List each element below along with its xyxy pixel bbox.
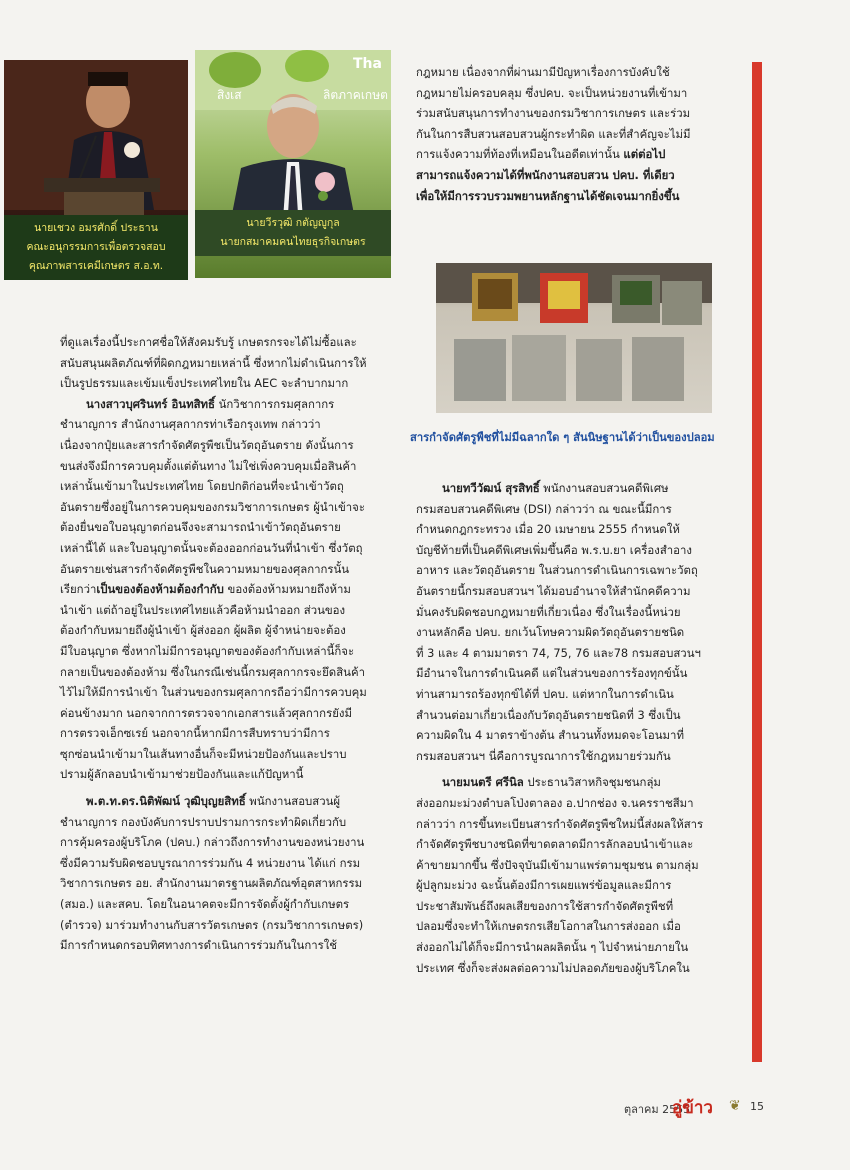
left-p3-line: มีการกำหนดกรอบทิศทางการดำเนินการร่วมกันในการใช้: [60, 938, 338, 953]
photo-pesticide-packs: [436, 263, 712, 413]
left-p2b-line: กลายเป็นของต้องห้าม ซึ่งในกรณีเช่นนี้กรมศุลกากรจะยึดสินค้า: [60, 664, 365, 679]
left-p1-line: เป็นรูปธรรมและเข้มแข็งประเทศไทยใน AEC จะลำบากมาก: [60, 376, 349, 391]
left-p2-line: เนื่องจากปุ๋ยและสารกำจัดศัตรูพืชเป็นวัตถุอันตราย ดังนั้นการ: [60, 437, 354, 452]
right-top-bold-line: [416, 186, 736, 207]
right-top-line5-pre: การแจ้งความที่ท้องที่เหมือนในอดีตเท่านั้น: [416, 147, 624, 162]
right-p2-line: ท่านสามารถร้องทุกข์ได้ที่ ปคบ. แต่หากในการดำเนิน: [416, 686, 674, 701]
page-number: 15: [750, 1100, 764, 1113]
issue-month: ตุลาคม 2555: [624, 1103, 691, 1116]
left-p2-line: ขนส่งจึงมีการควบคุมตั้งแต่ต้นทาง ไม่ใช่เพิ่งควบคุมเมื่อสินค้า: [60, 458, 357, 473]
right-p2-line: กรมสอบสวนฯ นี่คือการบูรณาการใช้กฎหมายร่วมกัน: [416, 748, 671, 763]
right-p2-line: อันตรายนี้กรมสอบสวนฯ ได้มอบอำนาจให้สำนักคดีความ: [416, 583, 691, 598]
right-p3-first-rest: ประธานวิสาหกิจชุมชนกลุ่ม: [523, 775, 661, 790]
left-p2-pre: เรียกว่า: [60, 582, 97, 597]
speaker-name-taweewat: นายทวีวัฒน์ สุรสิทธิ์: [442, 481, 540, 495]
photo1-caption-line2: คณะอนุกรรมการเพื่อตรวจสอบ: [26, 241, 166, 253]
right-top-line5-bold: แต่ต่อไป: [623, 147, 666, 162]
right-p3-line: ส่งออกไม่ได้ก็จะมีการนำผลผลิตนั้น ๆ ไปจำหน่ายภายใน: [416, 940, 689, 955]
right-p2-line: มีอำนาจในการดำเนินคดี แต่ในส่วนของการร้องทุกข์นั้น: [416, 666, 688, 681]
photo-speaker-podium: [4, 60, 188, 280]
right-top-line: กฎหมายไม่ครอบคลุม ซึ่งปคบ. จะเป็นหน่วยงานที่เข้ามา: [416, 85, 688, 100]
rice-leaf-icon: ❦: [729, 1098, 741, 1114]
left-p2-line: อันตรายซึ่งอยู่ในการควบคุมของกรมวิชาการเกษตร ผู้นำเข้าจะ: [60, 499, 365, 514]
speaker-name-nitipat: พ.ต.ท.ดร.นิติพัฒน์ วุฒิบุญยสิทธิ์: [86, 794, 246, 809]
left-p3-line: (สมอ.) และสคบ. โดยในอนาคตจะมีการจัดตั้งผู้กำกับเกษตร: [60, 897, 350, 912]
right-p2-line: งานหลักคือ ปคบ. ยกเว้นโทษความผิดวัตถุอันตรายชนิด: [416, 625, 685, 640]
prohibited-goods-term: เป็นของต้องห้ามต้องกำกับ: [96, 582, 224, 597]
right-top-bold-line: [416, 165, 736, 186]
right-p3-line: ค้าขายมากขึ้น ซึ่งปัจจุบันมีเข้ามาแพร่ตามชุมชน ตามกลุ่ม: [416, 857, 699, 872]
right-p2-line: บัญชีท้ายที่เป็นคดีพิเศษเพิ่มขึ้นคือ พ.ร.บ.ยา เครื่องสำอาง: [416, 542, 692, 557]
right-top-bold-text: สามารถแจ้งความได้ที่พนักงานสอบสวน ปคบ. ที่เดียว: [416, 167, 675, 182]
left-p2b-line: ซุกซ่อนนำเข้ามาในเส้นทางอื่นก็จะมีหน่วยป้องกันและปราบ: [60, 746, 347, 761]
left-p2b-line: ไว้ไม่ให้มีการนำเข้า ในส่วนของกรมศุลกากรถือว่ามีการควบคุม: [60, 685, 367, 700]
right-p3-line: ประเทศ ซึ่งก็จะส่งผลต่อความไม่ปลอดภัยของผู้บริโภคใน: [416, 960, 690, 975]
left-p2-bold-line: [60, 579, 382, 600]
photo1-caption: [4, 215, 188, 280]
right-p2-line: ที่ 3 และ 4 ตามมาตรา 74, 75, 76 และ78 กรมสอบสวนฯ: [416, 645, 701, 660]
photo2-caption-line2: นายกสมาคมคนไทยธุรกิจเกษตร: [220, 236, 366, 248]
right-top-line5: [416, 144, 736, 165]
photo2-caption: [195, 210, 391, 256]
photo1-caption-line1: นายเชวง อมรศักดิ์ ประธาน: [34, 222, 158, 234]
right-p3-line: กล่าวว่า การขึ้นทะเบียนสารกำจัดศัตรูพืชใหม่นี้ส่งผลให้สาร: [416, 816, 704, 831]
left-p2-post: ของต้องห้ามหมายถึงห้าม: [223, 582, 351, 597]
accent-red-bar: [752, 62, 762, 1062]
right-column-top-text: [416, 62, 736, 206]
right-p3-line: ส่งออกมะม่วงตำบลโป่งตาลอง อ.ปากช่อง จ.นครราชสีมา: [416, 795, 694, 810]
right-p2-line: อาหาร และวัตถุอันตราย ในส่วนการดำเนินการเฉพาะวัตถุ: [416, 563, 698, 578]
left-p2b-line: ปรามผู้ลักลอบนำเข้ามาช่วยป้องกันและแก้ปัญหานี้: [60, 767, 304, 782]
left-p2b-line: ค่อนข้างมาก นอกจากการตรวจจากเอกสารแล้วศุลกากรยังมี: [60, 705, 352, 720]
right-top-line: กันในการสืบสวนสอบสวนผู้กระทำผิด และที่สำคัญจะไม่มี: [416, 126, 691, 141]
left-column-text: [60, 332, 382, 956]
left-p2b-line: นำเข้า แต่ถ้าอยู่ในประเทศไทยแล้วคือห้ามนำออก ส่วนของ: [60, 602, 346, 617]
photo2-caption-line1: นายวีรวุฒิ กตัญญูกุล: [246, 217, 340, 229]
left-p2-line: ต้องยื่นขอใบอนุญาตก่อนจึงจะสามารถนำเข้าวัตถุอันตราย: [60, 520, 341, 535]
right-p2-line: ความผิดใน 4 มาตราข้างต้น สำนวนทั้งหมดจะโอนมาที่: [416, 728, 684, 743]
left-p2-first-line: [60, 394, 382, 415]
speaker-name-montri: นายมนตรี ศรีนิล: [442, 775, 524, 790]
photo3-caption: สารกำจัดศัตรูพืชที่ไม่มีฉลากใด ๆ สันนิษฐานได้ว่าเป็นของปลอม: [410, 431, 715, 444]
left-p2b-line: มีใบอนุญาต ซึ่งหากไม่มีการอนุญาตของต้องกำกับเหล่านี้ก็จะ: [60, 643, 355, 658]
left-p3-first-rest: พนักงานสอบสวนผู้: [245, 794, 341, 809]
left-p2-line: ชำนาญการ สำนักงานศุลกากรท่าเรือกรุงเทพ กล่าวว่า: [60, 417, 321, 432]
speaker-name-bussarin: นางสาวบุศรินทร์ อินทสิทธิ์: [86, 396, 215, 411]
right-p3-first-line: [416, 772, 736, 793]
photo-man-corsage: [195, 50, 391, 278]
left-p2-line: อันตรายเช่นสารกำจัดศัตรูพืชในความหมายของศุลกากรนั้น: [60, 561, 350, 576]
pesticide-packs-illustration: [436, 263, 712, 413]
left-p2b-line: ต้องกำกับหมายถึงผู้นำเข้า ผู้ส่งออก ผู้ผลิต ผู้จำหน่ายจะต้อง: [60, 623, 346, 638]
right-top-bold-text: เพื่อให้มีการรวบรวมพยานหลักฐานได้ชัดเจนมากยิ่งขึ้น: [416, 188, 680, 203]
right-p2-line: สำนวนต่อมาเกี่ยวเนื่องกับวัตถุอันตรายชนิดที่ 3 ซึ่งเป็น: [416, 707, 681, 722]
right-p2-line: กำหนดกฎกระทรวง เมื่อ 20 เมษายน 2555 กำหนดให้: [416, 522, 680, 537]
right-p2-line: กรมสอบสวนคดีพิเศษ (DSI) กล่าวว่า ณ ขณะนี้มีการ: [416, 501, 672, 516]
right-p2-line: มั่นคงรับผิดชอบกฎหมายที่เกี่ยวเนื่อง ซึ่งในเรื่องนี้หน่วย: [416, 604, 681, 619]
photo1-caption-line3: คุณภาพสารเคมีเกษตร ส.อ.ท.: [28, 260, 164, 272]
right-p3-line: ผู้ปลูกมะม่วง ฉะนั้นต้องมีการเผยแพร่ข้อมูลและมีการ: [416, 878, 672, 893]
right-top-line: ร่วมสนับสนุนการทำงานของกรมวิชาการเกษตร และร่วม: [416, 106, 691, 121]
left-p2-line: เหล่านั้นเข้ามาในประเทศไทย โดยปกติก่อนที่จะนำเข้าวัตถุ: [60, 479, 344, 494]
left-p2-first-rest: นักวิชาการกรมศุลกากร: [215, 396, 335, 411]
photo2-banner-sub: สิงเส: [217, 88, 242, 102]
photo2-banner-sub2: ลิตภาคเกษต: [323, 88, 388, 102]
left-p3-line: ซึ่งมีความรับผิดชอบบูรณาการร่วมกัน 4 หน่วยงาน ได้แก่ กรม: [60, 855, 361, 870]
left-p1-line: สนับสนุนผลิตภัณฑ์ที่ผิดกฎหมายเหล่านี้ ซึ่งหากไม่ดำเนินการให้: [60, 355, 367, 370]
left-p2-line: เหล่านี้ได้ และใบอนุญาตนั้นจะต้องออกก่อนวันที่นำเข้า ซึ่งวัตถุ: [60, 540, 363, 555]
left-p3-line: การคุ้มครองผู้บริโภค (ปคบ.) กล่าวถึงการทำงานของหน่วยงาน: [60, 835, 365, 850]
right-p3-line: กำจัดศัตรูพืชบางชนิดที่ขาดตลาดมีการลักลอบนำเข้าและ: [416, 837, 694, 852]
right-p3-line: ประชาสัมพันธ์ถึงผลเสียของการใช้สารกำจัดศัตรูพืชที่: [416, 898, 674, 913]
left-p3-first-line: [60, 791, 382, 812]
left-p3-line: ชำนาญการ กองบังคับการปราบปรามการกระทำผิดเกี่ยวกับ: [60, 814, 347, 829]
photo2-banner-top: Tha: [353, 56, 382, 72]
right-p3-line: ปลอมซึ่งจะทำให้เกษตรกรเสียโอกาสในการส่งออก เมื่อ: [416, 919, 681, 934]
right-p2-first-line: [416, 478, 736, 499]
right-column-lower-text: [416, 478, 736, 978]
left-p2b-line: การตรวจเอ็กซเรย์ นอกจากนี้หากมีการสืบทราบว่ามีการ: [60, 726, 330, 741]
left-p1-line: ที่ดูแลเรื่องนี้ประกาศชื่อให้สังคมรับรู้ เกษตรกรจะได้ไม่ซื้อและ: [60, 335, 357, 349]
magazine-logo: อู่ข้าว: [672, 1098, 713, 1118]
right-p2-first-rest: พนักงานสอบสวนคดีพิเศษ: [539, 481, 669, 495]
left-p3-line: วิชาการเกษตร อย. สำนักงานมาตรฐานผลิตภัณฑ์อุตสาหกรรม: [60, 876, 363, 891]
left-p3-line: (ตำรวจ) มาร่วมทำงานกับสารวัตรเกษตร (กรมวิชาการเกษตร): [60, 917, 364, 932]
right-top-line: กฎหมาย เนื่องจากที่ผ่านมามีปัญหาเรื่องการบังคับใช้: [416, 65, 670, 79]
